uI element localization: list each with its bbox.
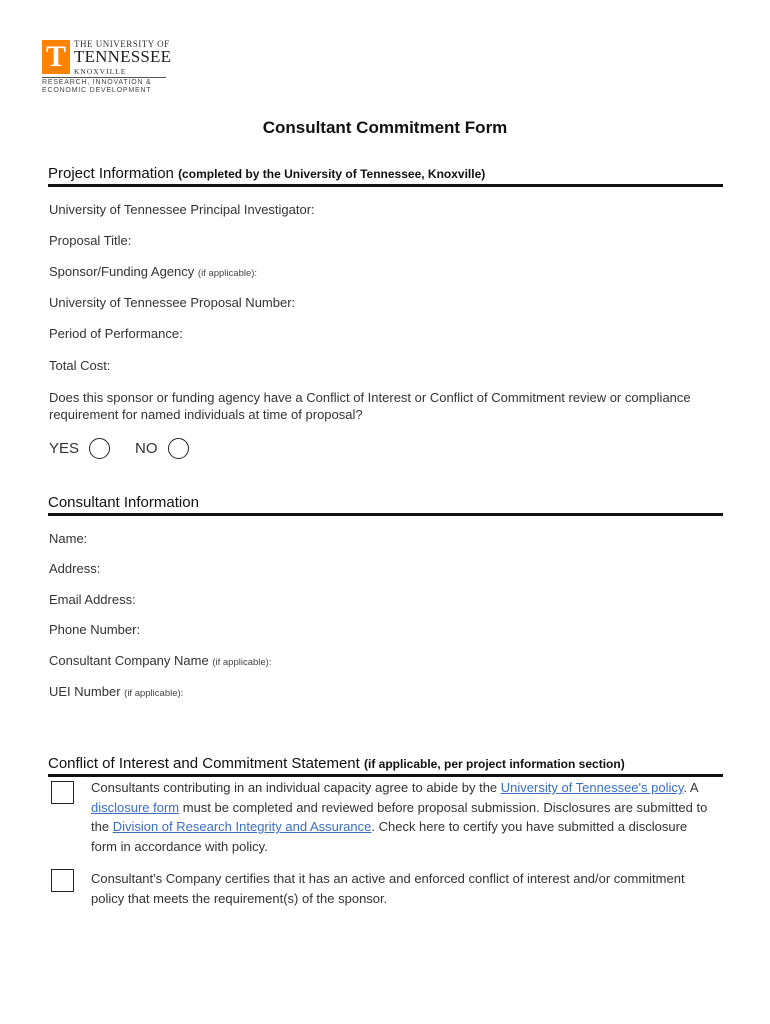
name-field[interactable] <box>49 531 87 546</box>
sponsor-label: Sponsor/Funding Agency <box>49 264 195 279</box>
company-policy-checkbox[interactable] <box>51 869 74 892</box>
policy-disclosure-text <box>91 778 711 856</box>
no-option[interactable] <box>135 438 189 459</box>
period-field[interactable] <box>49 326 183 341</box>
project-heading-note: (completed by the University of Tennessee, Knoxville) <box>178 167 486 181</box>
address-field[interactable] <box>49 561 100 576</box>
statement-section-header <box>48 755 723 777</box>
proposal-title-field[interactable] <box>49 233 131 248</box>
yes-label: YES <box>49 440 80 457</box>
disclosure-text-part3: must be completed and reviewed before proposal submission. Disclosures are submitted to the <box>91 799 708 834</box>
logo-dept-line1: RESEARCH, INNOVATION & <box>42 79 152 86</box>
section-divider <box>48 184 723 187</box>
statement-heading: Conflict of Interest and Commitment Statement <box>48 755 360 772</box>
logo-line-tennessee: TENNESSEE <box>74 47 172 66</box>
phone-field[interactable] <box>49 622 140 637</box>
section-divider <box>48 513 723 516</box>
logo-dept-line2: ECONOMIC DEVELOPMENT <box>42 87 152 94</box>
uei-note: (if applicable): <box>124 688 184 699</box>
no-radio[interactable] <box>168 438 189 459</box>
proposal-title-label: Proposal Title: <box>49 233 132 248</box>
total-cost-field[interactable] <box>49 358 110 373</box>
sponsor-note: (if applicable): <box>197 268 258 279</box>
power-t-icon: T <box>42 40 70 74</box>
total-cost-label: Total Cost: <box>49 358 111 373</box>
disclosure-form-link[interactable]: disclosure form <box>91 799 180 815</box>
disclosure-text-part4: . Check here to certify you have submitted a disclosure form in accordance with policy. <box>91 819 688 854</box>
uei-field[interactable] <box>49 684 183 699</box>
phone-label: Phone Number: <box>49 622 141 637</box>
university-logo <box>42 38 172 94</box>
coi-question: Does this sponsor or funding agency have a Conflict of Interest or Conflict of Commitment review or compliance requirement for named individuals at time of proposal? <box>49 390 691 422</box>
logo-line-knoxville: KNOXVILLE <box>74 67 127 76</box>
company-field[interactable] <box>49 653 271 668</box>
yes-radio[interactable] <box>89 438 110 459</box>
ut-policy-link[interactable]: University of Tennessee's policy <box>500 780 684 795</box>
form-title: Consultant Commitment Form <box>262 118 508 137</box>
proposal-number-label: University of Tennessee Proposal Number: <box>49 295 296 310</box>
consultant-heading: Consultant Information <box>48 494 199 511</box>
policy-disclosure-checkbox[interactable] <box>51 781 74 804</box>
disclosure-text-part2: . A <box>683 780 698 795</box>
yes-option[interactable] <box>49 438 110 459</box>
statement-heading-note: (if applicable, per project information section) <box>363 757 625 771</box>
email-field[interactable] <box>49 592 136 607</box>
sponsor-field[interactable] <box>49 264 257 279</box>
disclosure-text-part1: Consultants contributing in an individual capacity agree to abide by the <box>91 780 501 795</box>
name-label: Name: <box>49 531 88 546</box>
pi-field[interactable] <box>49 202 315 217</box>
pi-label: University of Tennessee Principal Investigator: <box>49 202 315 217</box>
company-label: Consultant Company Name <box>49 653 209 668</box>
logo-line-university: THE UNIVERSITY OF <box>74 39 170 49</box>
no-label: NO <box>135 440 158 457</box>
address-label: Address: <box>49 561 101 576</box>
company-note: (if applicable): <box>212 657 272 668</box>
company-policy-text: Consultant's Company certifies that it has an active and enforced conflict of interest and/or commitment policy that meets the requirement(s) of the sponsor. <box>91 871 685 906</box>
consultant-section-header <box>48 494 723 516</box>
uei-label: UEI Number <box>49 684 121 699</box>
project-section-header <box>48 165 723 187</box>
project-heading: Project Information <box>48 165 174 182</box>
proposal-number-field[interactable] <box>49 295 295 310</box>
research-integrity-link[interactable]: Division of Research Integrity and Assurance <box>112 819 372 834</box>
email-label: Email Address: <box>49 592 136 607</box>
section-divider <box>48 774 723 777</box>
logo-divider <box>42 77 166 78</box>
logo-department <box>42 79 152 95</box>
period-label: Period of Performance: <box>49 326 183 341</box>
